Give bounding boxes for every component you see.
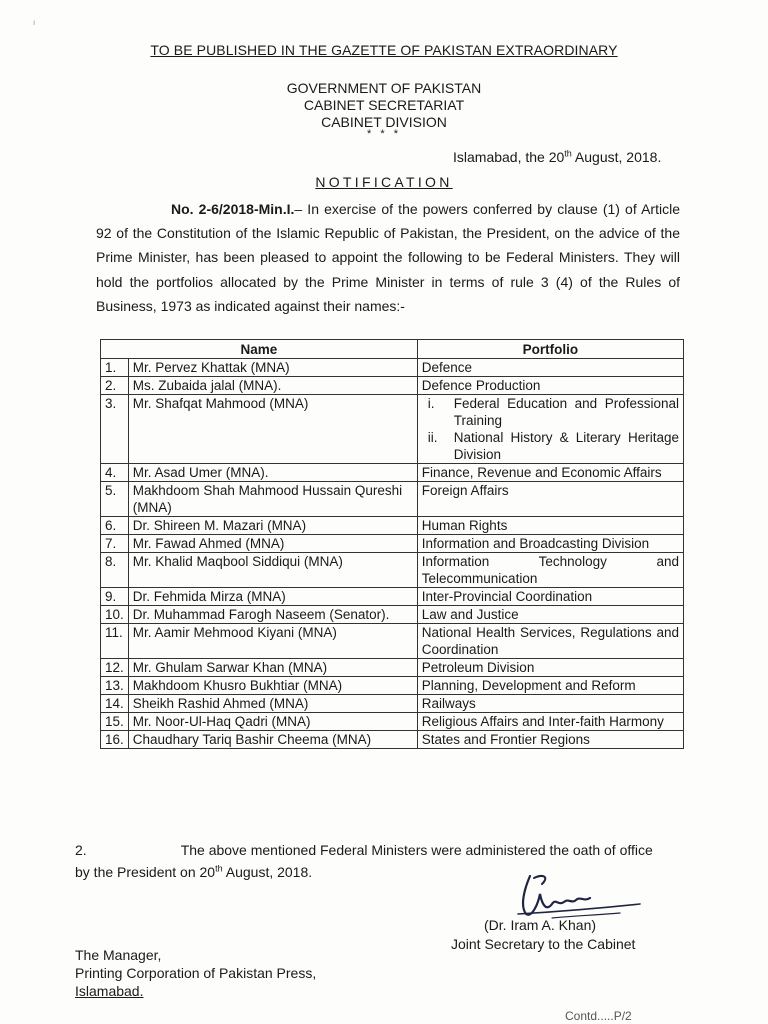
row-minister-name: Chaudhary Tariq Bashir Cheema (MNA) [128, 731, 417, 749]
row-portfolio: Human Rights [417, 517, 683, 535]
row-minister-name: Mr. Ghulam Sarwar Khan (MNA) [128, 659, 417, 677]
row-portfolio [417, 395, 683, 464]
table-row [101, 395, 684, 464]
table-row [101, 677, 684, 695]
table-row [101, 464, 684, 482]
notification-title: NOTIFICATION [315, 174, 453, 190]
gazette-heading: TO BE PUBLISHED IN THE GAZETTE OF PAKISTAN EXTRAORDINARY [150, 42, 618, 58]
row-minister-name: Makhdoom Khusro Bukhtiar (MNA) [128, 677, 417, 695]
table-row [101, 606, 684, 624]
table-row [101, 659, 684, 677]
row-portfolio: Information Technology and Telecommunication [417, 553, 683, 588]
header-line-secretariat: CABINET SECRETARIAT [303, 97, 465, 113]
row-portfolio: Defence Production [417, 377, 683, 395]
row-minister-name: Mr. Aamir Mehmood Kiyani (MNA) [128, 624, 417, 659]
row-portfolio: States and Frontier Regions [417, 731, 683, 749]
row-serial-number: 14. [101, 695, 129, 713]
table-row [101, 553, 684, 588]
row-minister-name: Ms. Zubaida jalal (MNA). [128, 377, 417, 395]
row-serial-number: 11. [101, 624, 129, 659]
notification-text: – In exercise of the powers conferred by clause (1) of Article 92 of the Constitution of the Islamic Republic of Pakistan, the President, on the advice of the Prime Minister, has been pleased to appoint the following to be Federal Ministers. They will hold the portfolios allocated by the Prime Minister in terms of rule 3 (4) of the Rules of Business, 1973 as indicated against their names:- [96, 201, 680, 314]
table-row [101, 731, 684, 749]
table-header-row [101, 340, 684, 359]
column-header-name: Name [101, 340, 418, 359]
paragraph-2: 2. The above mentioned Federal Ministers were administered the oath of office by the President on 20th August, 2018. [75, 842, 653, 880]
table-row [101, 624, 684, 659]
row-portfolio: Railways [417, 695, 683, 713]
row-serial-number: 1. [101, 359, 129, 377]
row-minister-name: Dr. Fehmida Mirza (MNA) [128, 588, 417, 606]
row-minister-name: Mr. Pervez Khattak (MNA) [128, 359, 417, 377]
row-minister-name: Dr. Shireen M. Mazari (MNA) [128, 517, 417, 535]
row-serial-number: 9. [101, 588, 129, 606]
row-portfolio: Finance, Revenue and Economic Affairs [417, 464, 683, 482]
row-minister-name: Mr. Khalid Maqbool Siddiqui (MNA) [128, 553, 417, 588]
header-line-division: CABINET DIVISION [321, 114, 447, 130]
row-minister-name: Makhdoom Shah Mahmood Hussain Qureshi (MNA) [128, 482, 417, 517]
row-minister-name: Mr. Noor-Ul-Haq Qadri (MNA) [128, 713, 417, 731]
row-minister-name: Sheikh Rashid Ahmed (MNA) [128, 695, 417, 713]
row-portfolio: Defence [417, 359, 683, 377]
row-minister-name: Mr. Fawad Ahmed (MNA) [128, 535, 417, 553]
column-header-portfolio: Portfolio [417, 340, 683, 359]
header-stars: * * * [367, 128, 401, 140]
dateline: Islamabad, the 20th August, 2018. [453, 148, 662, 165]
signatory-title: Joint Secretary to the Cabinet [451, 936, 636, 952]
row-serial-number: 6. [101, 517, 129, 535]
table-row [101, 588, 684, 606]
row-serial-number: 15. [101, 713, 129, 731]
row-serial-number: 3. [101, 395, 129, 464]
row-minister-name: Mr. Asad Umer (MNA). [128, 464, 417, 482]
notification-number: No. 2-6/2018-Min.I. [171, 201, 295, 217]
row-serial-number: 10. [101, 606, 129, 624]
row-portfolio: Religious Affairs and Inter-faith Harmony [417, 713, 683, 731]
row-portfolio: National Health Services, Regulations and Coordination [417, 624, 683, 659]
address-line-3: Islamabad. [75, 983, 144, 999]
table-row [101, 482, 684, 517]
header-line-government: GOVERNMENT OF PAKISTAN [286, 80, 482, 96]
sub-item-text: Federal Education and Professional Training [453, 396, 679, 428]
row-serial-number: 8. [101, 553, 129, 588]
table-row [101, 359, 684, 377]
sub-item-text: National History & Literary Heritage Division [453, 430, 679, 462]
row-serial-number: 16. [101, 731, 129, 749]
row-serial-number: 2. [101, 377, 129, 395]
address-line-2: Printing Corporation of Pakistan Press, [75, 965, 317, 981]
ministers-table [100, 339, 684, 749]
table-row [101, 695, 684, 713]
scan-mark: ı [33, 18, 36, 27]
row-portfolio: Inter-Provincial Coordination [417, 588, 683, 606]
row-portfolio: Law and Justice [417, 606, 683, 624]
row-serial-number: 5. [101, 482, 129, 517]
row-portfolio: Petroleum Division [417, 659, 683, 677]
table-row [101, 517, 684, 535]
notification-body [96, 197, 680, 318]
row-serial-number: 4. [101, 464, 129, 482]
row-portfolio: Foreign Affairs [417, 482, 683, 517]
row-serial-number: 12. [101, 659, 129, 677]
row-minister-name: Dr. Muhammad Farogh Naseem (Senator). [128, 606, 417, 624]
address-line-1: The Manager, [75, 947, 162, 963]
row-minister-name: Mr. Shafqat Mahmood (MNA) [128, 395, 417, 464]
table-row [101, 377, 684, 395]
portfolio-sub-item [422, 395, 679, 429]
table-row [101, 713, 684, 731]
continued-marker: Contd.....P/2 [565, 1009, 632, 1023]
signatory-name: (Dr. Iram A. Khan) [484, 917, 597, 933]
row-portfolio: Information and Broadcasting Division [417, 535, 683, 553]
sub-item-number: i. [427, 396, 435, 411]
table-row [101, 535, 684, 553]
row-serial-number: 7. [101, 535, 129, 553]
row-serial-number: 13. [101, 677, 129, 695]
portfolio-sub-item [422, 429, 679, 463]
sub-item-number: ii. [427, 430, 438, 445]
row-portfolio: Planning, Development and Reform [417, 677, 683, 695]
